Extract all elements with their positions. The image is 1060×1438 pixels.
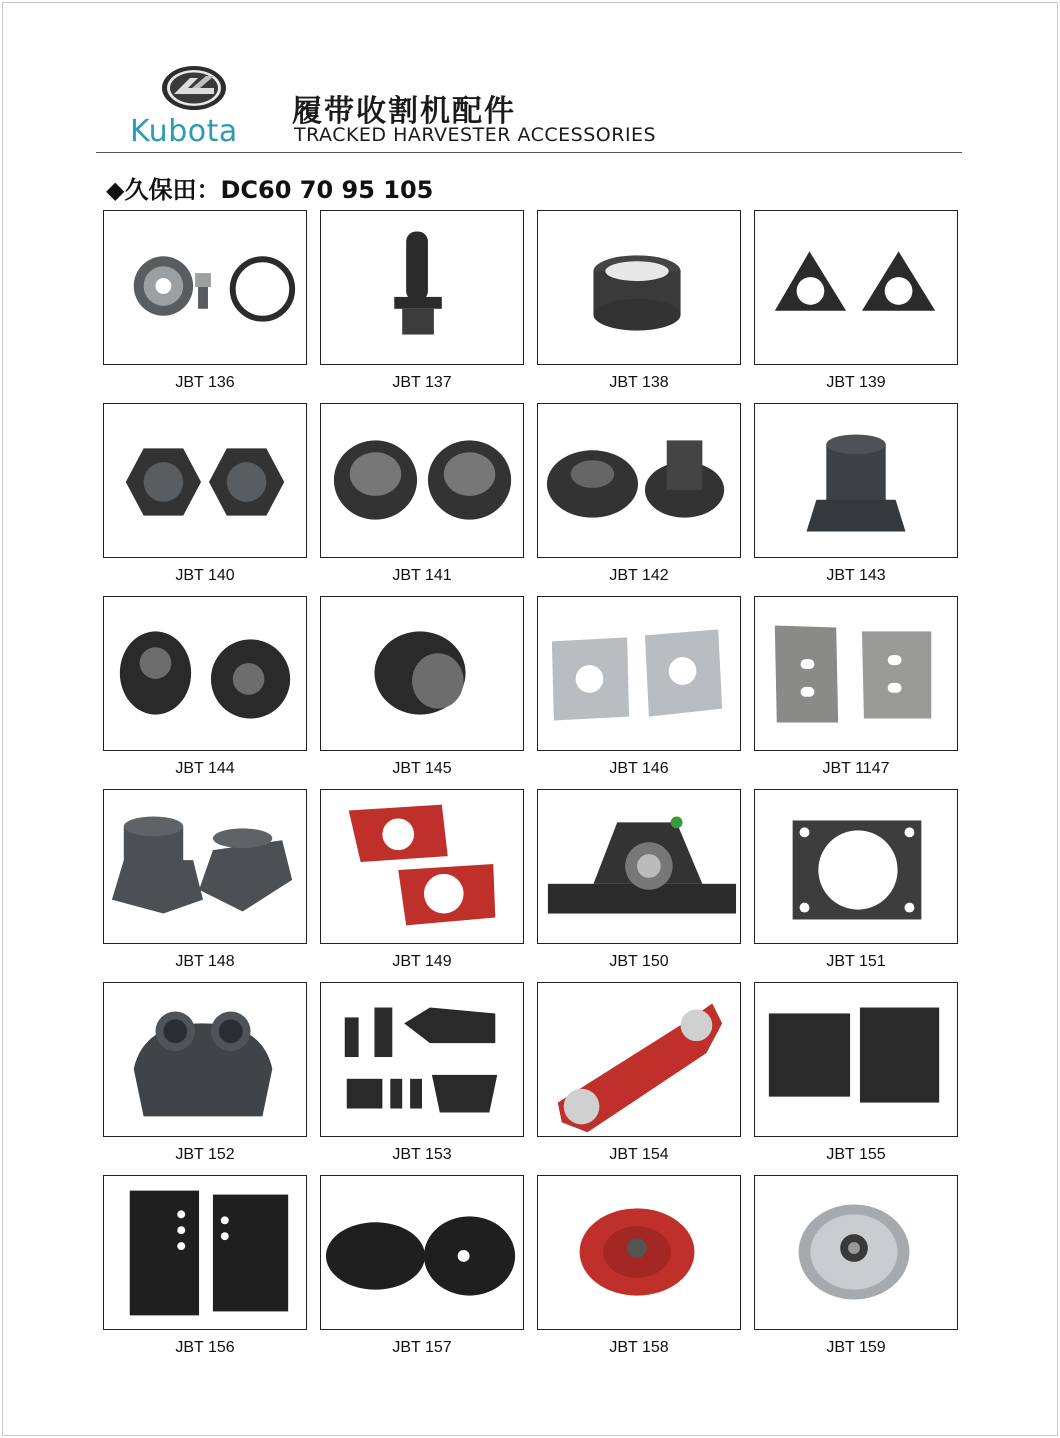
part-code-label: JBT 144 xyxy=(175,760,235,777)
part-code-label: JBT 151 xyxy=(826,953,886,970)
bearing-housing-parts-photo xyxy=(103,789,307,944)
product-grid xyxy=(103,210,958,1368)
product-card[interactable] xyxy=(320,403,524,596)
threaded-pin-part-photo xyxy=(320,210,524,365)
oval-cover-plate-parts-photo xyxy=(320,1175,524,1330)
product-card[interactable] xyxy=(754,596,958,789)
product-card[interactable] xyxy=(103,403,307,596)
product-card[interactable] xyxy=(320,982,524,1175)
product-card[interactable] xyxy=(754,403,958,596)
product-card[interactable] xyxy=(103,596,307,789)
part-code-label: JBT 138 xyxy=(609,374,669,391)
square-ring-plate-part-photo xyxy=(754,789,958,944)
part-code-label: JBT 157 xyxy=(392,1339,452,1356)
hexagon-cover-parts-photo xyxy=(103,403,307,558)
part-code-label: JBT 145 xyxy=(392,760,452,777)
perforated-plate-parts-photo xyxy=(103,1175,307,1330)
part-code-label: JBT 150 xyxy=(609,953,669,970)
product-card[interactable] xyxy=(537,403,741,596)
product-card[interactable] xyxy=(537,982,741,1175)
part-code-label: JBT 154 xyxy=(609,1146,669,1163)
page-title-cn: 履带收割机配件 xyxy=(292,94,516,129)
roller-parts-photo xyxy=(103,596,307,751)
part-code-label: JBT 137 xyxy=(392,374,452,391)
product-card[interactable] xyxy=(537,596,741,789)
product-card[interactable] xyxy=(320,1175,524,1368)
steel-plate-parts-photo xyxy=(537,596,741,751)
product-card[interactable] xyxy=(537,1175,741,1368)
product-card[interactable] xyxy=(320,596,524,789)
product-card[interactable] xyxy=(754,982,958,1175)
part-code-label: JBT 1147 xyxy=(822,760,890,777)
part-code-label: JBT 140 xyxy=(175,567,235,584)
flanged-bearing-housing-part-photo xyxy=(754,403,958,558)
part-code-label: JBT 148 xyxy=(175,953,235,970)
slotted-plate-parts-photo xyxy=(754,596,958,751)
logo-wordmark: Kubota xyxy=(130,114,238,149)
part-code-label: JBT 159 xyxy=(826,1339,886,1356)
kubota-emblem-icon xyxy=(160,64,228,112)
bent-plate-parts-photo xyxy=(754,982,958,1137)
part-code-label: JBT 139 xyxy=(826,374,886,391)
header-divider xyxy=(96,152,962,153)
product-card[interactable] xyxy=(537,210,741,403)
part-code-label: JBT 155 xyxy=(826,1146,886,1163)
splined-collar-parts-photo xyxy=(320,403,524,558)
part-code-label: JBT 142 xyxy=(609,567,669,584)
product-card[interactable] xyxy=(537,789,741,982)
part-code-label: JBT 153 xyxy=(392,1146,452,1163)
section-title: ◆久保田：DC60 70 95 105 xyxy=(106,176,434,204)
part-code-label: JBT 158 xyxy=(609,1339,669,1356)
bushing-nipple-oring-parts-photo xyxy=(103,210,307,365)
product-card[interactable] xyxy=(103,982,307,1175)
product-card[interactable] xyxy=(103,210,307,403)
red-pulley-part-photo xyxy=(537,1175,741,1330)
page-title-en: TRACKED HARVESTER ACCESSORIES xyxy=(294,124,657,146)
product-card[interactable] xyxy=(103,789,307,982)
steel-sleeve-part-photo xyxy=(537,210,741,365)
pillow-block-bearing-part-photo xyxy=(537,789,741,944)
triangular-flange-parts-photo xyxy=(754,210,958,365)
twin-housing-casting-part-photo xyxy=(103,982,307,1137)
bracket-set-parts-photo xyxy=(320,982,524,1137)
product-card[interactable] xyxy=(754,1175,958,1368)
hub-parts-photo xyxy=(537,403,741,558)
part-code-label: JBT 136 xyxy=(175,374,235,391)
part-code-label: JBT 149 xyxy=(392,953,452,970)
part-code-label: JBT 146 xyxy=(609,760,669,777)
red-gearbox-arm-part-photo xyxy=(537,982,741,1137)
part-code-label: JBT 156 xyxy=(175,1339,235,1356)
product-card[interactable] xyxy=(754,789,958,982)
product-card[interactable] xyxy=(754,210,958,403)
product-card[interactable] xyxy=(320,789,524,982)
red-flange-parts-photo xyxy=(320,789,524,944)
steel-pulley-part-photo xyxy=(754,1175,958,1330)
kubota-logo xyxy=(130,64,260,154)
product-card[interactable] xyxy=(103,1175,307,1368)
product-card[interactable] xyxy=(320,210,524,403)
part-code-label: JBT 141 xyxy=(392,567,452,584)
roller-part-photo xyxy=(320,596,524,751)
part-code-label: JBT 143 xyxy=(826,567,886,584)
part-code-label: JBT 152 xyxy=(175,1146,235,1163)
